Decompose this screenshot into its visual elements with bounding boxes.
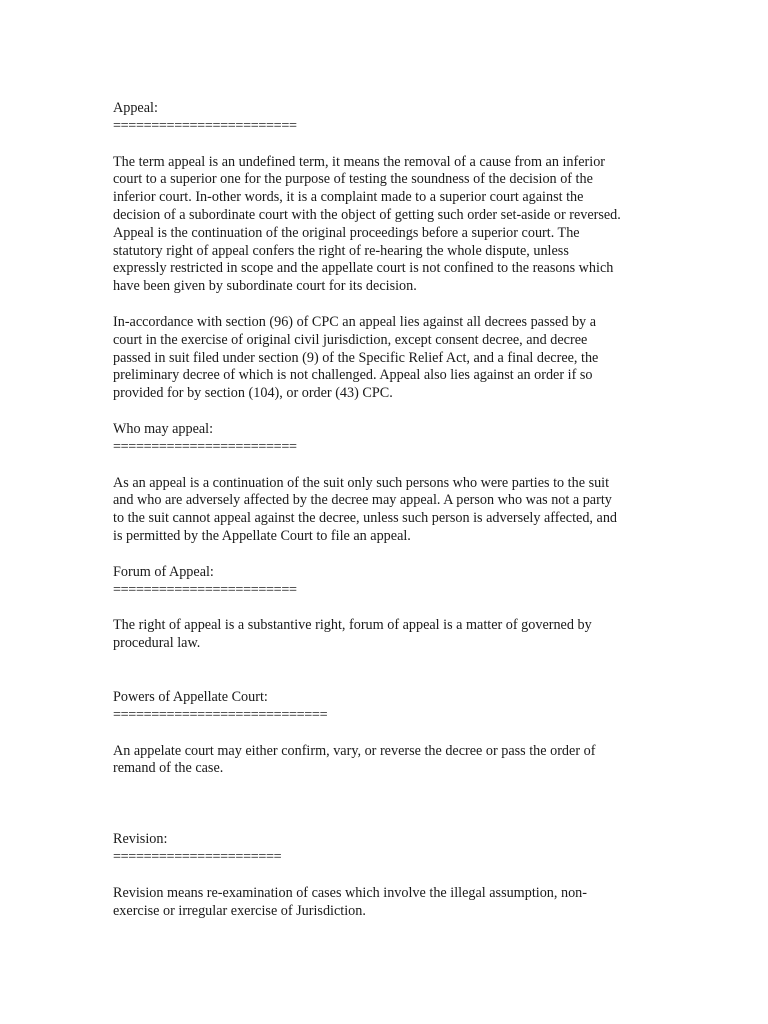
text-line: Appeal is the continuation of the original proceedings before a superior court. The [113,224,580,241]
text-line: decision of a subordinate court with the object of getting such order set-aside or reversed. [113,206,621,223]
document-page [113,100,633,920]
section-heading-revision: Revision: [113,831,168,848]
text-line: remand of the case. [113,760,224,777]
section-rule-appeal: ======================== [113,117,297,134]
text-line: statutory right of appeal confers the right of re-hearing the whole dispute, unless [113,242,569,259]
text-line: inferior court. In-other words, it is a complaint made to a superior court against the [113,189,584,206]
section-rule-forum-of-appeal: ======================== [113,581,297,598]
section-heading-who-may-appeal: Who may appeal: [113,420,214,437]
text-line: provided for by section (104), or order (43) CPC. [113,385,393,402]
paragraph [113,475,633,546]
text-line: An appelate court may either confirm, vary, or reverse the decree or pass the order of [113,742,596,759]
text-line: In-accordance with section (96) of CPC an appeal lies against all decrees passed by a [113,313,596,330]
section-rule-powers-of-appellate-court: ============================ [113,706,328,723]
text-line: preliminary decree of which is not challenged. Appeal also lies against an order if so [113,367,593,384]
text-line: expressly restricted in scope and the appellate court is not confined to the reasons which [113,260,614,277]
paragraph [113,154,633,296]
text-line: passed in suit filed under section (9) of the Specific Relief Act, and a final decree, the [113,349,599,366]
section-heading-appeal: Appeal: [113,100,158,116]
text-line: The term appeal is an undefined term, it means the removal of a cause from an inferior [113,153,606,170]
text-line: court in the exercise of original civil jurisdiction, except consent decree, and decree [113,331,588,348]
text-line: Revision means re-examination of cases which involve the illegal assumption, non- [113,884,587,901]
text-line: procedural law. [113,635,201,652]
text-line: to the suit cannot appeal against the decree, unless such person is adversely affected, and [113,510,618,527]
paragraph [113,617,633,653]
text-line: is permitted by the Appellate Court to file an appeal. [113,527,411,544]
text-line: have been given by subordinate court for its decision. [113,278,417,295]
paragraph [113,885,633,921]
section-rule-who-may-appeal: ======================== [113,438,297,455]
text-line: and who are adversely affected by the decree may appeal. A person who was not a party [113,492,612,509]
section-heading-powers-of-appellate-court: Powers of Appellate Court: [113,688,268,705]
text-line: court to a superior one for the purpose of testing the soundness of the decision of the [113,171,593,188]
text-line: exercise or irregular exercise of Jurisdiction. [113,902,366,919]
text-line: The right of appeal is a substantive right, forum of appeal is a matter of governed by [113,617,592,634]
paragraph [113,314,633,403]
section-rule-revision: ====================== [113,848,282,865]
section-heading-forum-of-appeal: Forum of Appeal: [113,563,214,580]
paragraph [113,743,633,779]
text-line: As an appeal is a continuation of the suit only such persons who were parties to the suit [113,474,610,491]
